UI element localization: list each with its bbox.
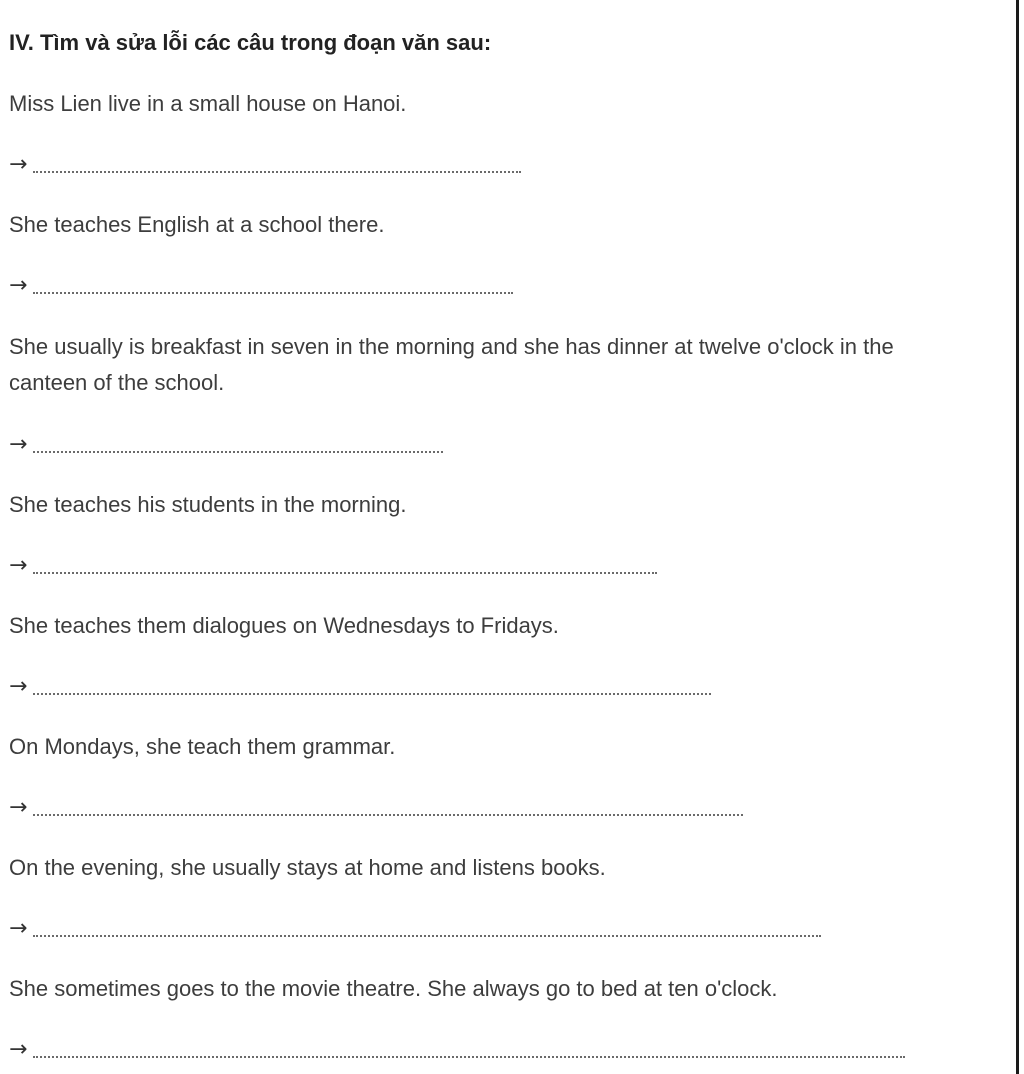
answer-line-6[interactable] [9,795,743,821]
sentence-3: She usually is breakfast in seven in the morning and she has dinner at twelve o'clock in the canteen of the school. [9,334,894,395]
answer-line-4[interactable] [9,553,657,579]
arrow-icon: → [9,916,28,941]
arrow-icon: → [9,553,28,578]
answer-line-7[interactable] [9,916,821,942]
dotted-blank [33,1056,905,1058]
arrow-icon: → [9,432,28,457]
exercise-heading: IV. Tìm và sửa lỗi các câu trong đoạn văn sau: [9,30,492,55]
sentence-2: She teaches English at a school there. [9,212,385,237]
dotted-blank [33,572,657,574]
sentence-7: On the evening, she usually stays at home and listens books. [9,855,606,880]
dotted-blank [33,451,443,453]
arrow-icon: → [9,795,28,820]
dotted-blank [33,292,513,294]
sentence-1: Miss Lien live in a small house on Hanoi. [9,91,407,116]
answer-line-2[interactable] [9,273,513,299]
answer-line-5[interactable] [9,674,711,700]
answer-line-1[interactable] [9,152,521,178]
arrow-icon: → [9,674,28,699]
arrow-icon: → [9,1037,28,1062]
sentence-6: On Mondays, she teach them grammar. [9,734,396,759]
answer-line-3[interactable] [9,432,443,458]
arrow-icon: → [9,152,28,177]
answer-line-8[interactable] [9,1037,905,1063]
sentence-5: She teaches them dialogues on Wednesdays to Fridays. [9,613,559,638]
sentence-4: She teaches his students in the morning. [9,492,407,517]
dotted-blank [33,693,711,695]
arrow-icon: → [9,273,28,298]
sentence-8: She sometimes goes to the movie theatre. She always go to bed at ten o'clock. [9,976,778,1001]
dotted-blank [33,814,743,816]
dotted-blank [33,171,521,173]
dotted-blank [33,935,821,937]
